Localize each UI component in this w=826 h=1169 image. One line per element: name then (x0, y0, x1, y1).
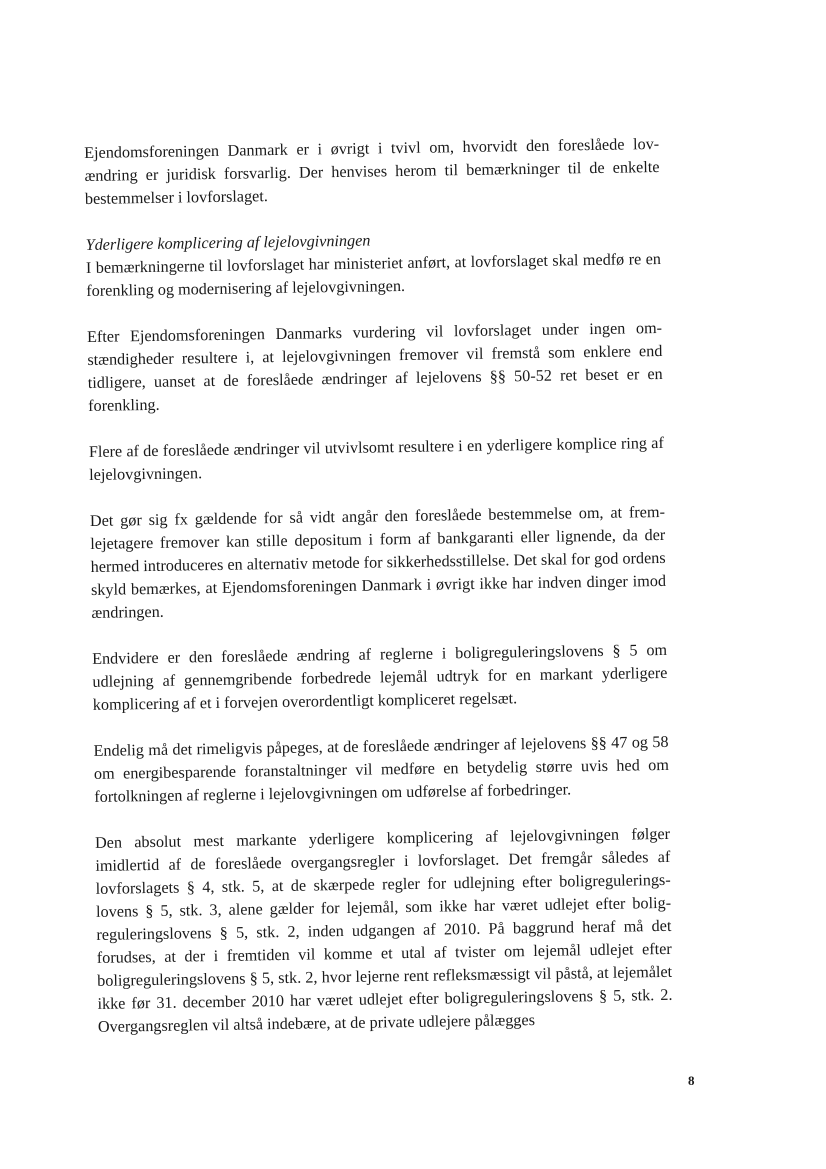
paragraph-assessment: Efter Ejendomsforeningen Danmarks vurdering vil lovforslaget under ingen om stændigheder resultere i, at lejelovgivningen fremover vil fremstå som enklere end tidligere, uanset at de foreslåede ændringer af lejelovens §§ 50-52 ret beset er en forenkling. (86, 318, 663, 415)
section-heading: Yderligere komplicering af lejelovgivningen (85, 231, 371, 254)
paragraph-boligregulering: Endvidere er den foreslåede ændring af reglerne i boligreguleringslovens § 5 om udlejning af gennemgribende forbedrede lejemål udtryk for en markant yderligere komplicering af et i forvejen overordentligt kompliceret regelsæt. (91, 640, 668, 714)
document-body (84, 133, 673, 1039)
page-number: 8 (688, 1073, 695, 1088)
paragraph-transition-rules: Den absolut mest markante yderligere komplicering af lejelovgivningen følger imidlertid af de foreslåede overgangsregler i lovforslaget. Det fremgår således af lovforslagets § 4, stk. 5, at de skærpede regler for udlejning efter boligregulerings lovens § 5, stk. 3, alene gælder for lejemål, som ikke har været udlejet efter bolig reguleringslovens § 5, stk. 2, inden udgangen af 2010. På baggrund heraf må det forudses, at der i fremtiden vil komme et utal af tvister om lejemål udlejet efter boligreguleringslovens § 5, stk. 2, hvor lejerne rent refleksmæssigt vil påstå, at lejemålet ikke før 31. december 2010 har været udlejet efter boligreguleringslovens § 5, stk. 2. Overgangsreglen vil altså indebære, at de private udlejere pålægges (94, 824, 673, 1036)
paragraph-simplification-claim: I bemærkningerne til lovforslaget har ministeriet anført, at lovforslaget skal medfø re en forenkling og modernisering af lejelovgivningen. (85, 249, 662, 300)
paragraph-legal-doubt: Ejendomsforeningen Danmark er i øvrigt i tvivl om, hvorvidt den foreslåede lov ændring er juridisk forsvarlig. Der henvises herom til bemærkninger til de enkelte bestemmelser i lovforslaget. (84, 134, 660, 208)
paragraph-energy: Endelig må det rimeligvis påpeges, at de foreslåede ændringer af lejelovens §§ 47 og 58 om energibesparende foranstaltninger vil medføre en betydelig større uvis hed om fortolkningen af reglerne i lejelovgivningen om udførelse af forbedringer. (93, 732, 669, 806)
paragraph-more-complication: Flere af de foreslåede ændringer vil utvivlsomt resultere i en yderligere komplice ring af lejelovgivningen. (88, 433, 664, 484)
paragraph-deposit: Det gør sig fx gældende for så vidt angår den foreslåede bestemmelse om, at frem lejetagere fremover kan stille depositum i form af bankgaranti eller lignende, da der hermed introduceres en alternativ metode for sikkerhedsstillelse. Det skal for god ordens skyld bemærkes, at Ejendomsforeningen Danmark i øvrigt ikke har indven dinger imod ændringen. (89, 502, 667, 622)
